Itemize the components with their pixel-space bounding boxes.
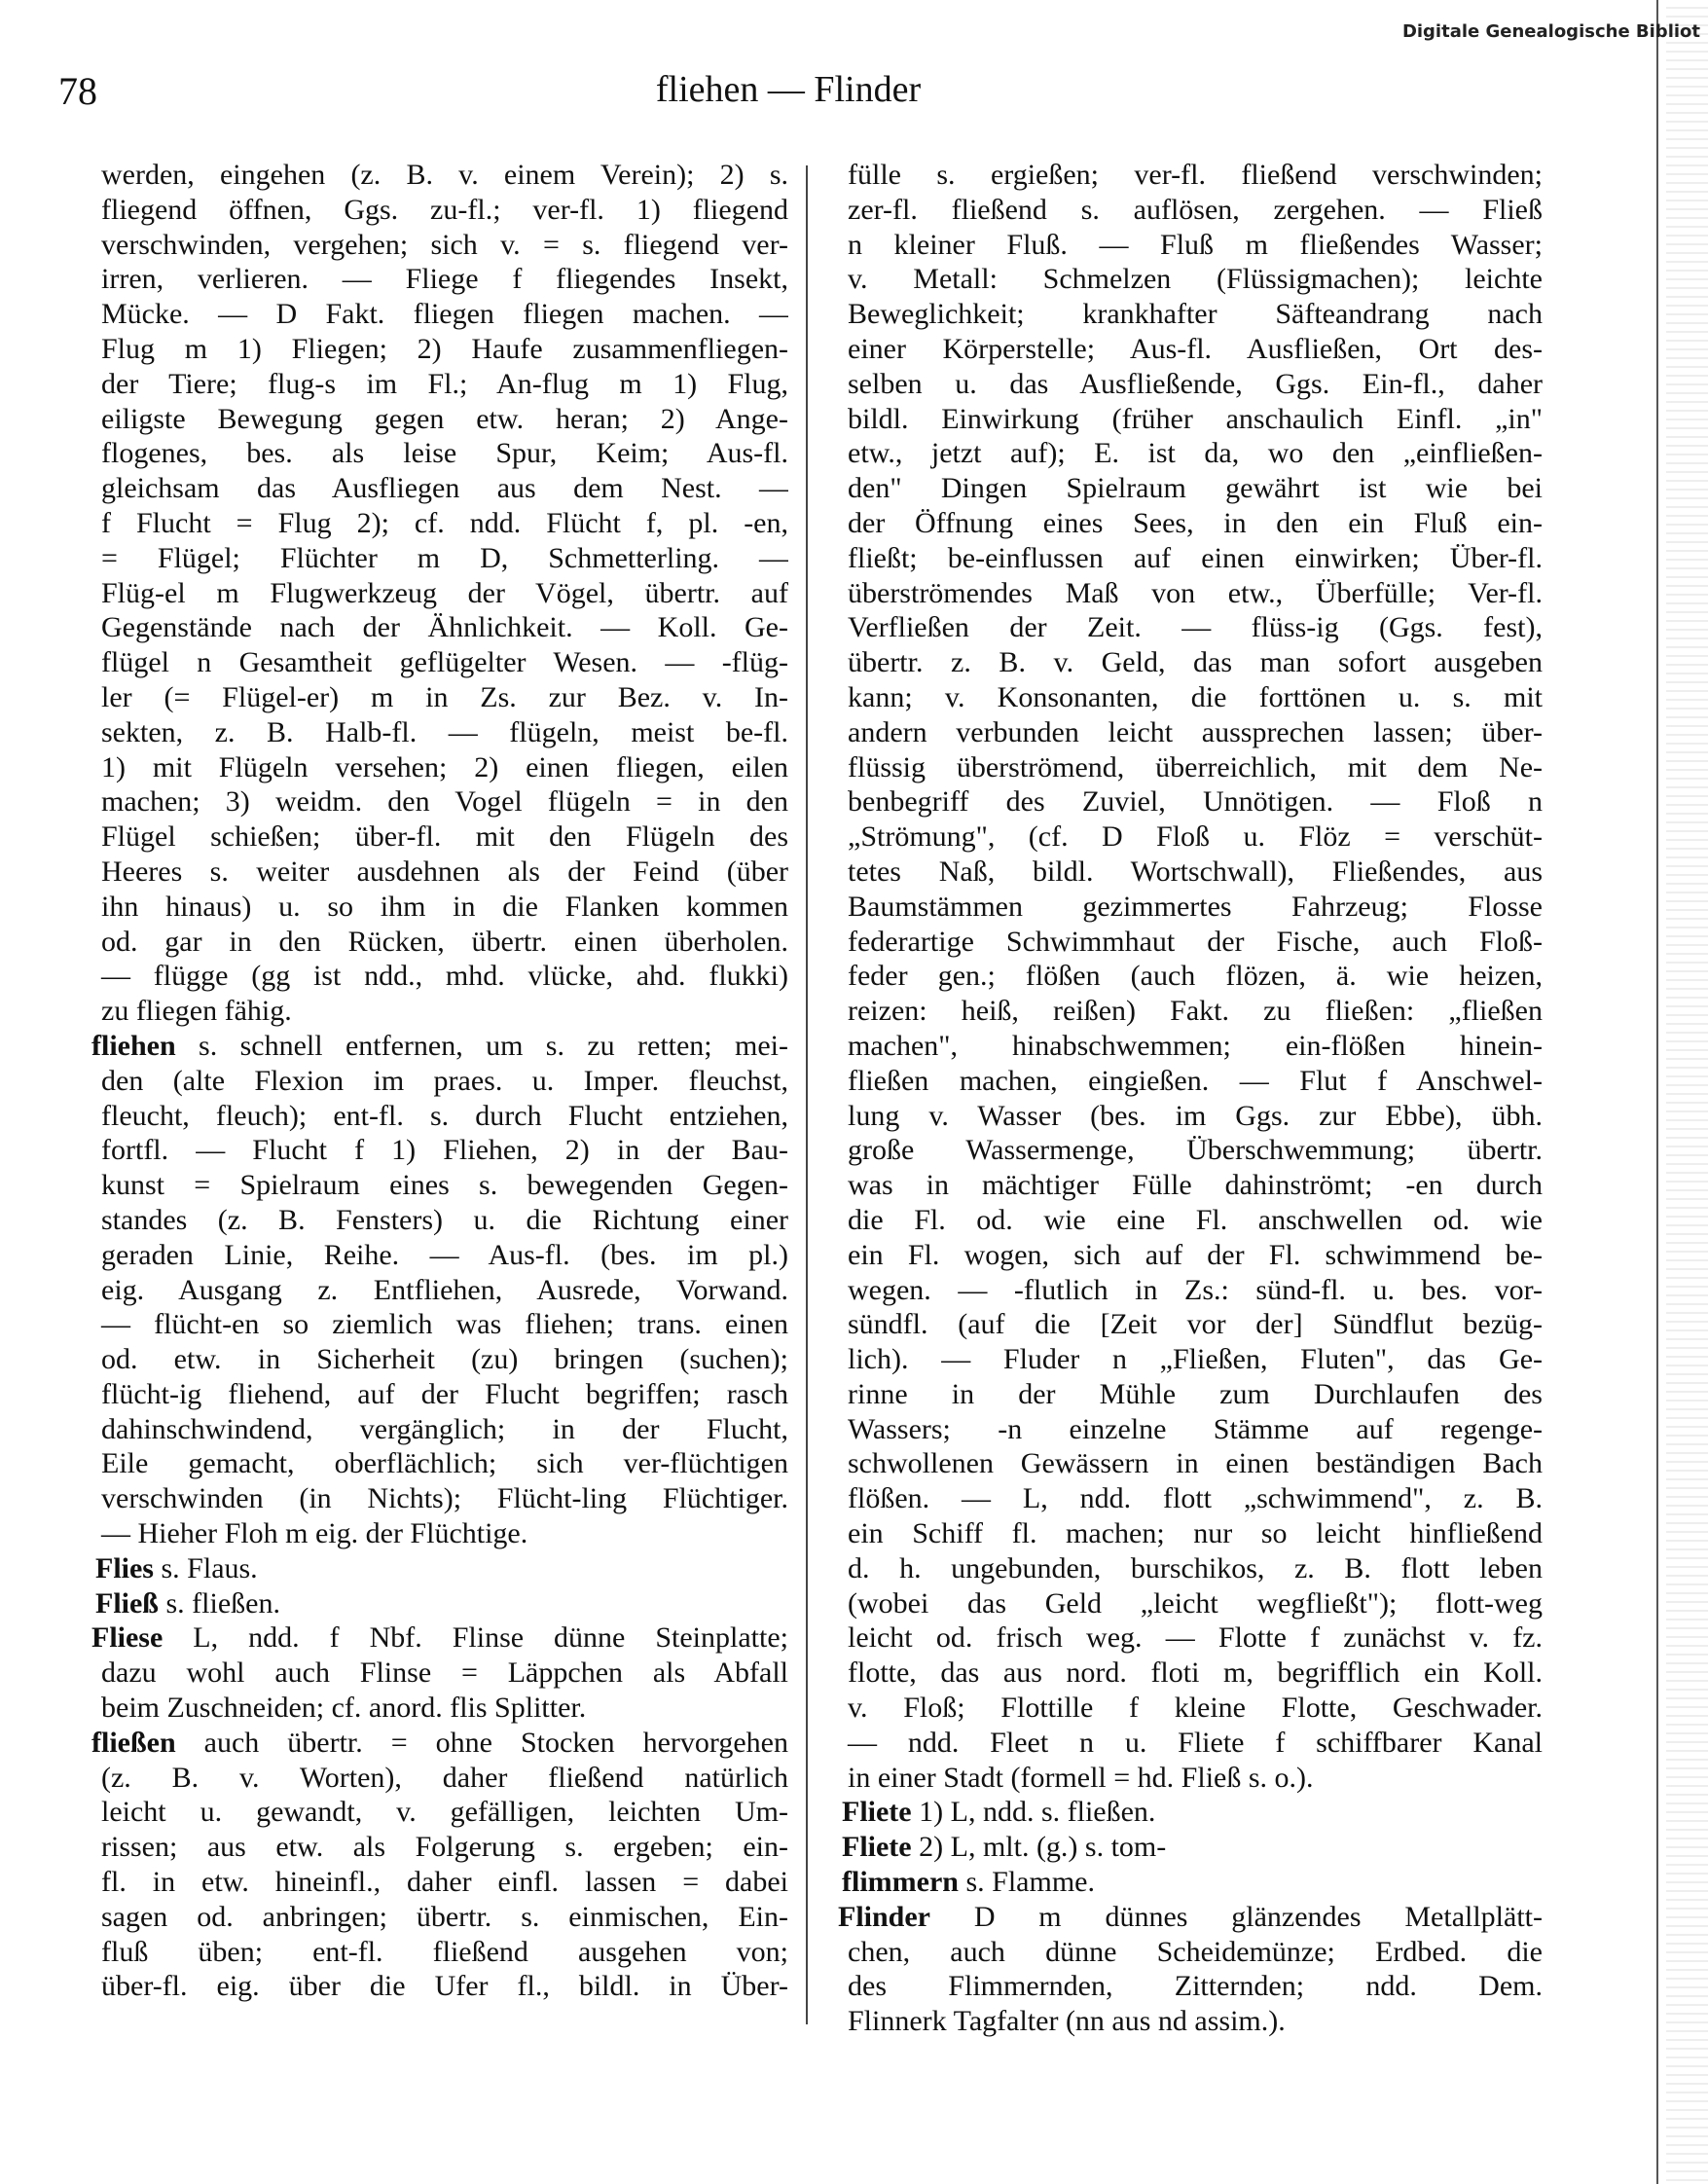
entry-line [838,1656,1543,1691]
entry-line [91,332,788,367]
entry-line [838,1586,1543,1621]
entry-text: 2) L, mlt. (g.) s. tom- [911,1831,1167,1864]
entry-line [838,1446,1543,1481]
entry-text: Heeres s. weiter ausdehnen als der Feind (über [101,855,788,888]
entry-line [838,890,1543,925]
entry-line [91,576,788,611]
entry-line [91,784,788,819]
entry-line [91,193,788,228]
entry-text: flügel n Gesamtheit geflügelter Wesen. — -flüg- [101,646,788,679]
entry-text: d. h. ungebunden, burschikos, z. B. flott leben [848,1551,1543,1584]
entry-text: rissen; aus etw. als Folgerung s. ergeben; ein- [101,1831,788,1864]
headword: Flies [95,1551,154,1584]
entry-text: s. fließen. [159,1586,280,1620]
right-column [838,158,1543,2039]
entry-text: — ndd. Fleet n u. Fliete f schiffbarer Kanal [848,1726,1543,1759]
entry-line [91,1064,788,1099]
entry-text: werden, eingehen (z. B. v. einem Verein); 2) s. [101,159,788,191]
entry-line [838,784,1543,819]
entry-line [838,819,1543,855]
entry-text: in einer Stadt (formell = hd. Fließ s. o.). [848,1761,1314,1794]
entry-line [838,228,1543,263]
entry-text: eig. Ausgang z. Entfliehen, Ausrede, Vorwand. [101,1273,788,1306]
entry-text: rinne in der Mühle zum Durchlaufen des [848,1377,1543,1410]
entry-line [838,1099,1543,1134]
entry-line [838,1726,1543,1761]
entry-line [838,1133,1543,1168]
entry-text: verschwinden (in Nichts); Flücht-ling Flüchtiger. [101,1482,788,1515]
entry-text: den" Dingen Spielraum gewährt ist wie bei [848,472,1543,505]
entry-text: über-fl. eig. über die Ufer fl., bildl. in Über- [101,1970,788,2003]
entry-line [838,994,1543,1029]
entry-line [838,855,1543,890]
entry-text: die Fl. od. wie eine Fl. anschwellen od. wie [848,1203,1543,1236]
entry-text: der Tiere; flug-s im Fl.; An-flug m 1) Flug, [101,367,788,400]
entry-line [91,1935,788,1970]
entry-text: machen", hinabschwemmen; ein-flößen hinein- [848,1029,1543,1062]
entry-text: des Flimmernden, Zitternden; ndd. Dem. [848,1970,1543,2003]
entry-line [838,1064,1543,1099]
entry-text: zu fliegen fähig. [101,995,292,1028]
entry-line [838,402,1543,437]
entry-line [91,750,788,785]
entry-text: = Flügel; Flüchter m D, Schmetterling. — [101,541,788,574]
entry-text: s. Flamme. [958,1866,1095,1899]
entry-line [838,1342,1543,1377]
running-header: fliehen — Flinder [655,69,922,110]
entry-text: überströmendes Maß von etw., Überfülle; Ver-fl. [848,576,1543,609]
entry-line [91,1446,788,1481]
entry-text: reizen: heiß, reißen) Fakt. zu fließen: „fließen [848,995,1543,1028]
entry-text: 1) mit Flügeln versehen; 2) einen fliegen, eilen [101,750,788,783]
entry-text: geraden Linie, Reihe. — Aus-fl. (bes. im pl.) [101,1238,788,1271]
entry-line [91,1865,788,1900]
entry-line-headword [838,1830,1543,1865]
entry-line-headword [91,1029,788,1064]
entry-text: 1) L, ndd. s. fließen. [911,1796,1156,1829]
headword: Fliese [91,1621,164,1655]
entry-text: od. etw. in Sicherheit (zu) bringen (suchen); [101,1343,788,1376]
entry-text: Beweglichkeit; krankhafter Säfteandrang nach [848,298,1543,331]
entry-line-headword [91,1620,788,1656]
entry-text: flogenes, bes. als leise Spur, Keim; Aus-fl. [101,437,788,470]
entry-text: leicht od. frisch weg. — Flotte f zunächst v. fz. [848,1621,1543,1655]
entry-line [838,1551,1543,1586]
entry-line [91,1377,788,1412]
entry-line-headword [838,1900,1543,1935]
entry-text: Eile gemacht, oberflächlich; sich ver-flüchtigen [101,1447,788,1480]
entry-line [91,1830,788,1865]
entry-text: Verfließen der Zeit. — flüss-ig (Ggs. fest), [848,611,1543,644]
entry-text: auch übertr. = ohne Stocken hervorgehen [175,1726,788,1759]
entry-line [838,959,1543,994]
headword: Flinder [838,1900,930,1933]
entry-line [91,1481,788,1516]
entry-line [838,1516,1543,1551]
entry-text: ein Schiff fl. machen; nur so leicht hinfließend [848,1517,1543,1550]
entry-text: schwollenen Gewässern in einen beständigen Bach [848,1447,1543,1480]
entry-text: sagen od. anbringen; übertr. s. einmischen, Ein- [101,1900,788,1933]
entry-text: große Wassermenge, Überschwemmung; übertr. [848,1134,1543,1167]
left-column [91,158,788,2004]
entry-line [838,436,1543,471]
entry-line [91,890,788,925]
entry-text: feder gen.; flößen (auch flözen, ä. wie heizen, [848,960,1543,993]
entry-text: sekten, z. B. Halb-fl. — flügeln, meist be-fl. [101,715,788,748]
headword: Fliete [842,1796,912,1829]
entry-line [91,1099,788,1134]
headword: fliehen [91,1029,176,1062]
entry-line [91,1761,788,1796]
entry-text: Flüg-el m Flugwerkzeug der Vögel, übertr. auf [101,576,788,609]
entry-line [91,715,788,750]
entry-line-headword [838,1795,1543,1830]
entry-line-headword [838,1865,1543,1900]
entry-text: Flinnerk Tagfalter (nn aus nd assim.). [848,2005,1286,2038]
entry-line [91,1133,788,1168]
entry-line [838,1761,1543,1796]
entry-line [838,576,1543,611]
entry-line [838,750,1543,785]
entry-line [838,367,1543,402]
entry-line [91,925,788,960]
entry-line [838,262,1543,297]
entry-text: fleucht, fleuch); ent-fl. s. durch Flucht entziehen, [101,1099,788,1132]
entry-line [91,436,788,471]
entry-line [91,1168,788,1203]
entry-line [91,1238,788,1273]
entry-text: sündfl. (auf die [Zeit vor der] Sündflut bezüg- [848,1308,1543,1341]
entry-text: federartige Schwimmhaut der Fische, auch Floß- [848,925,1543,958]
entry-text: ein Fl. wogen, sich auf der Fl. schwimmend be- [848,1238,1543,1271]
entry-text: den (alte Flexion im praes. u. Imper. fleuchst, [101,1064,788,1097]
entry-text: lich). — Fluder n „Fließen, Fluten", das Ge- [848,1343,1543,1376]
entry-text: „Strömung", (cf. D Floß u. Flöz = verschüt- [848,820,1543,854]
entry-text: lung v. Wasser (bes. im Ggs. zur Ebbe), übh. [848,1099,1543,1132]
entry-text: flücht-ig fliehend, auf der Flucht begriffen; rasch [101,1377,788,1410]
headword: Fließ [95,1586,159,1620]
column-divider [806,165,808,2024]
entry-line [838,680,1543,715]
entry-line [91,994,788,1029]
entry-text: — flücht-en so ziemlich was fliehen; trans. einen [101,1308,788,1341]
entry-line [91,402,788,437]
entry-text: eiligste Bewegung gegen etw. heran; 2) Ange- [101,402,788,435]
entry-line [838,471,1543,506]
entry-text: chen, auch dünne Scheidemünze; Erdbed. die [848,1935,1543,1968]
entry-text: leicht u. gewandt, v. gefälligen, leichten Um- [101,1796,788,1829]
entry-text: fülle s. ergießen; ver-fl. fließend verschwinden; [848,159,1543,191]
entry-text: ihn hinaus) u. so ihm in die Flanken kommen [101,890,788,923]
entry-text: od. gar in den Rücken, übertr. einen überholen. [101,925,788,958]
entry-line [838,193,1543,228]
entry-text: einer Körperstelle; Aus-fl. Ausfließen, Ort des- [848,332,1543,365]
entry-line [838,1412,1543,1447]
entry-text: — flügge (gg ist ndd., mhd. vlücke, ahd. flukki) [101,960,788,993]
entry-text: gleichsam das Ausfliegen aus dem Nest. — [101,472,788,505]
entry-line [91,1412,788,1447]
page-number: 78 [58,69,97,113]
entry-text: andern verbunden leicht aussprechen lassen; über- [848,715,1543,748]
entry-line-headword [91,1586,788,1621]
entry-line [91,297,788,332]
entry-line [91,645,788,680]
entry-text: etw., jetzt auf); E. ist da, wo den „einfließen- [848,437,1543,470]
entry-text: fließt; be-einflussen auf einen einwirken; Über-fl. [848,541,1543,574]
entry-text: Baumstämmen gezimmertes Fahrzeug; Flosse [848,890,1543,923]
scan-edge-shadow [1666,0,1708,2184]
entry-line [838,1238,1543,1273]
entry-line [838,297,1543,332]
entry-text: was in mächtiger Fülle dahinströmt; -en durch [848,1169,1543,1202]
entry-line [91,1516,788,1551]
entry-line [91,367,788,402]
entry-line-headword [91,1726,788,1761]
entry-line [91,855,788,890]
entry-line [838,1969,1543,2004]
entry-text: flößen. — L, ndd. flott „schwimmend", z. B. [848,1482,1543,1515]
entry-line [91,1656,788,1691]
entry-line [91,610,788,645]
entry-text: beim Zuschneiden; cf. anord. flis Splitter. [101,1692,587,1725]
entry-line [91,1307,788,1342]
entry-text: n kleiner Fluß. — Fluß m fließendes Wasser; [848,228,1543,261]
entry-line [91,1969,788,2004]
scan-edge-line [1656,0,1658,2184]
entry-text: Flug m 1) Fliegen; 2) Haufe zusammenfliegen- [101,332,788,365]
entry-line [838,332,1543,367]
entry-text: tetes Naß, bildl. Wortschwall), Fließendes, aus [848,855,1543,888]
entry-line [91,541,788,576]
entry-text: wegen. — -flutlich in Zs.: sünd-fl. u. bes. vor- [848,1273,1543,1306]
entry-line [91,959,788,994]
entry-text: machen; 3) weidm. den Vogel flügeln = in den [101,785,788,819]
entry-line [838,925,1543,960]
headword: flimmern [842,1866,959,1899]
entry-text: fortfl. — Flucht f 1) Fliehen, 2) in der Bau- [101,1134,788,1167]
entry-text: v. Floß; Flottille f kleine Flotte, Geschwader. [848,1692,1543,1725]
entry-text: Mücke. — D Fakt. fliegen fliegen machen. — [101,298,788,331]
entry-text: ler (= Flügel-er) m in Zs. zur Bez. v. In- [101,680,788,713]
entry-text: fliegend öffnen, Ggs. zu-fl.; ver-fl. 1) fliegend [101,193,788,226]
entry-text: dahinschwindend, vergänglich; in der Flucht, [101,1412,788,1445]
headword: fließen [91,1726,176,1759]
entry-line [91,1795,788,1830]
entry-line [91,262,788,297]
watermark: Digitale Genealogische Bibliot [1401,21,1700,42]
entry-line [91,1273,788,1308]
entry-line [838,541,1543,576]
entry-text: fließen machen, eingießen. — Flut f Anschwel- [848,1064,1543,1097]
entry-text: s. schnell entfernen, um s. zu retten; mei- [175,1029,788,1062]
entry-line [91,1342,788,1377]
entry-line [91,680,788,715]
entry-line [838,158,1543,193]
entry-line [91,819,788,855]
entry-line [91,506,788,541]
entry-text: v. Metall: Schmelzen (Flüssigmachen); leichte [848,263,1543,296]
entry-text: kann; v. Konsonanten, die forttönen u. s. mit [848,680,1543,713]
entry-line [91,1203,788,1238]
entry-text: standes (z. B. Fensters) u. die Richtung einer [101,1203,788,1236]
entry-line [838,1935,1543,1970]
entry-line [838,1481,1543,1516]
entry-line [838,2004,1543,2039]
entry-text: fluß üben; ent-fl. fließend ausgehen von; [101,1935,788,1968]
entry-text: D m dünnes glänzendes Metallplätt- [930,1900,1543,1933]
entry-line [91,158,788,193]
entry-line [838,1307,1543,1342]
entry-text: Gegenstände nach der Ähnlichkeit. — Koll. Ge- [101,611,788,644]
entry-line [838,715,1543,750]
entry-text: zer-fl. fließend s. auflösen, zergehen. — Fließ [848,193,1543,226]
entry-text: dazu wohl auch Flinse = Läppchen als Abfall [101,1656,788,1690]
entry-line [838,506,1543,541]
entry-text: Flügel schießen; über-fl. mit den Flügeln des [101,820,788,854]
entry-text: flüssig überströmend, überreichlich, mit dem Ne- [848,750,1543,783]
entry-line [91,471,788,506]
entry-text: irren, verlieren. — Fliege f fliegendes Insekt, [101,263,788,296]
entry-line [838,1273,1543,1308]
entry-text: benbegriff des Zuviel, Unnötigen. — Floß n [848,785,1543,819]
entry-text: der Öffnung eines Sees, in den ein Fluß ein- [848,506,1543,539]
entry-text: (z. B. v. Worten), daher fließend natürlich [101,1761,788,1794]
entry-line [838,645,1543,680]
entry-text: — Hieher Floh m eig. der Flüchtige. [101,1517,528,1550]
entry-text: s. Flaus. [154,1551,258,1584]
headword: Fliete [842,1831,912,1864]
entry-line [838,610,1543,645]
entry-line [838,1691,1543,1726]
entry-text: fl. in etw. hineinfl., daher einfl. lassen = dabei [101,1866,788,1899]
entry-text: Wassers; -n einzelne Stämme auf regenge- [848,1412,1543,1445]
entry-line [838,1377,1543,1412]
entry-text: flotte, das aus nord. floti m, begrifflich ein Koll. [848,1656,1543,1690]
entry-text: übertr. z. B. v. Geld, das man sofort ausgeben [848,646,1543,679]
entry-line-headword [91,1551,788,1586]
entry-line [838,1029,1543,1064]
entry-text: L, ndd. f Nbf. Flinse dünne Steinplatte; [163,1621,788,1655]
entry-text: (wobei das Geld „leicht wegfließt"); flott-weg [848,1586,1543,1620]
entry-text: verschwinden, vergehen; sich v. = s. fliegend ver- [101,228,788,261]
entry-text: bildl. Einwirkung (früher anschaulich Einfl. „in" [848,402,1543,435]
entry-line [838,1620,1543,1656]
entry-line [91,1691,788,1726]
entry-text: kunst = Spielraum eines s. bewegenden Gegen- [101,1169,788,1202]
entry-text: selben u. das Ausfließende, Ggs. Ein-fl., daher [848,367,1543,400]
entry-line [838,1203,1543,1238]
entry-text: f Flucht = Flug 2); cf. ndd. Flücht f, pl. -en, [101,506,788,539]
entry-line [91,228,788,263]
entry-line [838,1168,1543,1203]
entry-line [91,1900,788,1935]
